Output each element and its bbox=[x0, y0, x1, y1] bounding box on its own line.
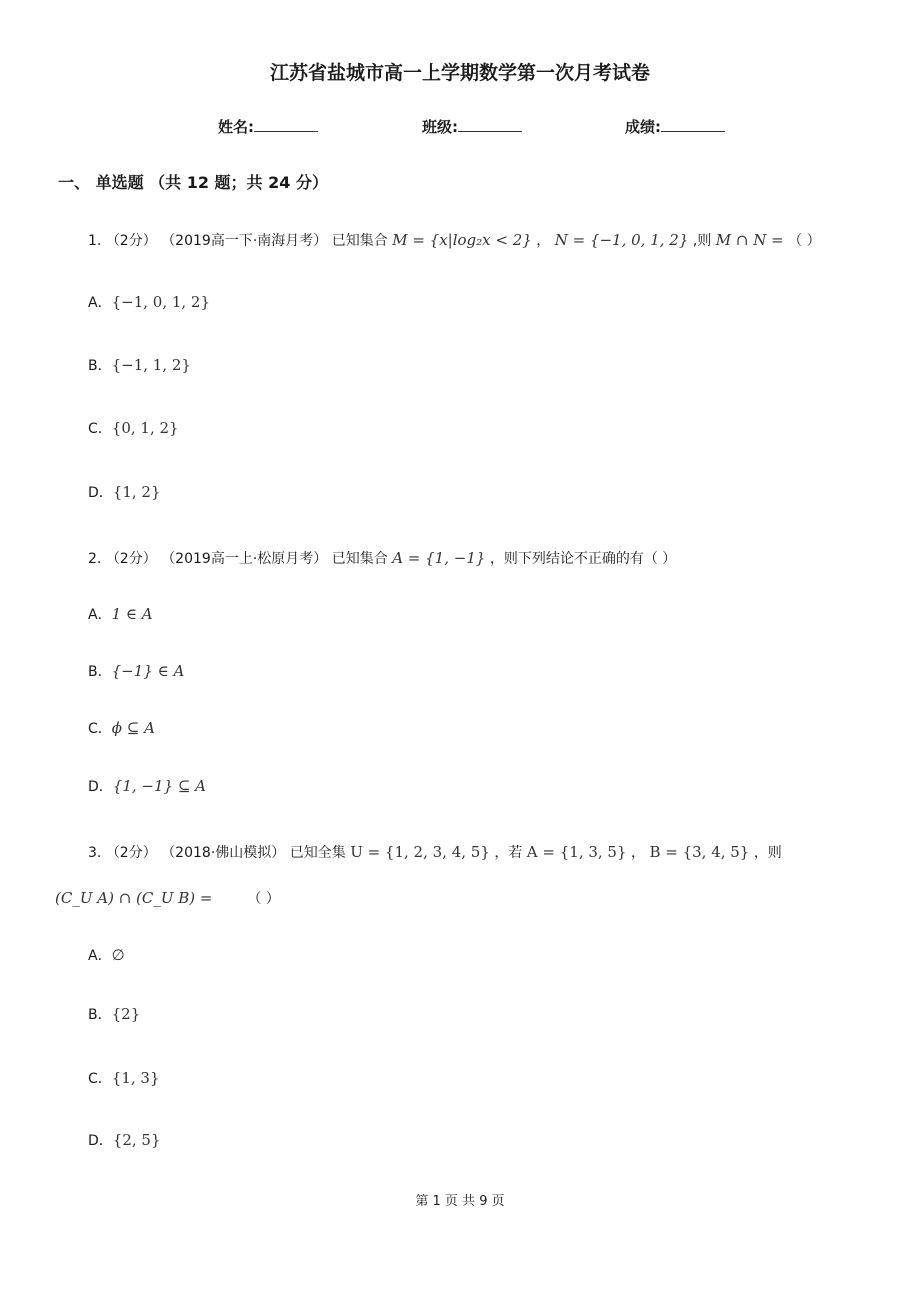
option-3a[interactable] bbox=[88, 945, 125, 965]
score-label: 成绩: bbox=[625, 118, 661, 136]
question-3-line-2 bbox=[55, 888, 280, 908]
math-expression: M = {x|log₂x < 2} bbox=[392, 231, 532, 249]
question-number: 2. bbox=[88, 551, 102, 567]
option-math: {1, −1} ⊆ A bbox=[112, 777, 206, 795]
option-math: ∅ bbox=[111, 946, 125, 964]
option-label: A． bbox=[88, 948, 112, 964]
math-expression: A = {1, 3, 5} bbox=[526, 843, 627, 861]
math-expression: N = {−1, 0, 1, 2} bbox=[554, 231, 689, 249]
math-expression: M ∩ N = bbox=[715, 231, 784, 249]
option-label: C． bbox=[88, 1071, 112, 1087]
math-expression: B = {3, 4, 5} bbox=[649, 843, 750, 861]
option-label: B． bbox=[88, 1007, 112, 1023]
option-math: 1 ∈ A bbox=[111, 605, 153, 623]
question-text: ， bbox=[630, 845, 645, 861]
question-score: （2分） bbox=[105, 233, 157, 249]
question-text: 已知全集 bbox=[289, 845, 346, 861]
option-2c[interactable] bbox=[88, 718, 155, 738]
class-field bbox=[422, 116, 522, 137]
question-number: 1. bbox=[88, 233, 102, 249]
option-label: C． bbox=[88, 721, 112, 737]
question-source: （2018·佛山模拟） bbox=[161, 845, 286, 861]
math-expression: (C_U A) ∩ (C_U B) = bbox=[55, 889, 213, 907]
question-text: ，若 bbox=[494, 845, 523, 861]
option-label: A． bbox=[88, 295, 112, 311]
option-1d[interactable] bbox=[88, 482, 161, 502]
option-1a[interactable] bbox=[88, 292, 210, 312]
question-source: （2019高一上·松原月考） bbox=[161, 551, 328, 567]
question-number: 3. bbox=[88, 845, 102, 861]
exam-title: 江苏省盐城市高一上学期数学第一次月考试卷 bbox=[269, 62, 650, 84]
answer-paren: （ ） bbox=[788, 233, 821, 249]
question-text: 已知集合 bbox=[331, 233, 388, 249]
option-3d[interactable] bbox=[88, 1130, 161, 1150]
page-footer: 第 1 页 共 9 页 bbox=[415, 1194, 505, 1209]
option-3b[interactable] bbox=[88, 1004, 140, 1024]
question-text: ，则下列结论不正确的有（ ） bbox=[489, 551, 677, 567]
option-math: {2} bbox=[111, 1005, 141, 1023]
answer-paren: （ ） bbox=[247, 891, 280, 907]
option-math: {1, 2} bbox=[112, 483, 161, 501]
name-field bbox=[218, 116, 318, 137]
option-3c[interactable] bbox=[88, 1068, 160, 1088]
score-field bbox=[625, 116, 725, 137]
name-label: 姓名: bbox=[218, 118, 254, 136]
score-blank bbox=[661, 117, 725, 132]
question-text: ,则 bbox=[692, 233, 712, 249]
class-blank bbox=[458, 117, 522, 132]
option-label: D． bbox=[88, 779, 113, 795]
option-label: D． bbox=[88, 485, 113, 501]
question-text: 已知集合 bbox=[331, 551, 388, 567]
name-blank bbox=[254, 117, 318, 132]
option-label: C． bbox=[88, 421, 112, 437]
question-source: （2019高一下·南海月考） bbox=[161, 233, 328, 249]
question-text: ，则 bbox=[753, 845, 782, 861]
question-2 bbox=[88, 548, 676, 568]
option-1c[interactable] bbox=[88, 418, 179, 438]
section-heading: 一、 单选题 （共 12 题；共 24 分） bbox=[58, 173, 328, 192]
option-2b[interactable] bbox=[88, 661, 184, 681]
math-expression: U = {1, 2, 3, 4, 5} bbox=[350, 843, 490, 861]
question-score: （2分） bbox=[105, 845, 157, 861]
question-text: ， bbox=[536, 233, 551, 249]
option-math: ϕ ⊆ A bbox=[111, 719, 155, 737]
option-label: D． bbox=[88, 1133, 113, 1149]
option-math: {0, 1, 2} bbox=[111, 419, 179, 437]
option-math: {−1} ∈ A bbox=[111, 662, 185, 680]
option-2d[interactable] bbox=[88, 776, 206, 796]
option-math: {2, 5} bbox=[112, 1131, 161, 1149]
option-1b[interactable] bbox=[88, 355, 191, 375]
option-math: {−1, 1, 2} bbox=[111, 356, 191, 374]
option-2a[interactable] bbox=[88, 604, 153, 624]
option-math: {−1, 0, 1, 2} bbox=[111, 293, 211, 311]
option-label: B． bbox=[88, 664, 112, 680]
class-label: 班级: bbox=[422, 118, 458, 136]
option-label: A． bbox=[88, 607, 112, 623]
option-label: B． bbox=[88, 358, 112, 374]
math-expression: A = {1, −1} bbox=[392, 549, 486, 567]
question-score: （2分） bbox=[105, 551, 157, 567]
question-3 bbox=[88, 842, 782, 862]
question-1 bbox=[88, 230, 821, 250]
option-math: {1, 3} bbox=[111, 1069, 160, 1087]
